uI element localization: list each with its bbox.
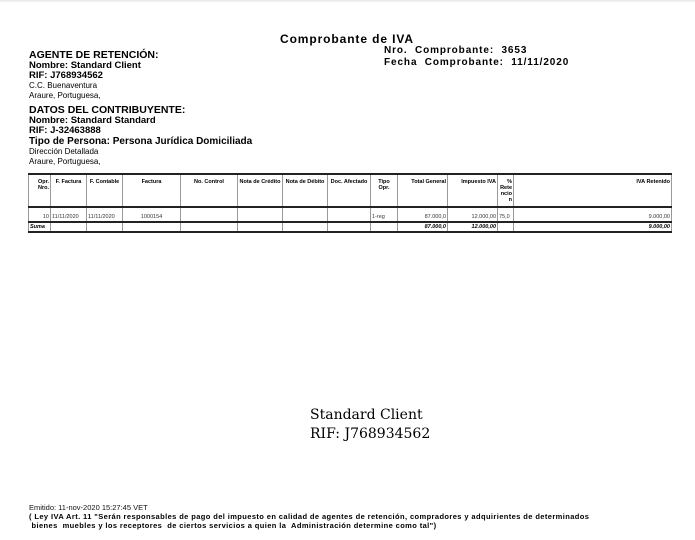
taxpayer-address-2: Araure, Portuguesa, — [29, 157, 101, 166]
cell-nota-credito — [238, 212, 283, 222]
sum-iva-retenido: 9.000,00 — [514, 222, 672, 232]
sum-impuesto-iva: 12.000,00 — [448, 222, 498, 232]
col-header-iva-retenido: IVA Retenido — [514, 174, 672, 207]
cell-pct-retencion: 75,0 — [498, 212, 514, 222]
page-top-shadow — [0, 0, 695, 3]
table-sum-row — [29, 222, 672, 232]
law-text-line-1: ( Ley IVA Art. 11 "Serán responsables de pago del impuesto en calidad de agentes de retención, compradores y adquirientes de determinados — [29, 512, 590, 521]
sum-label: Suma — [29, 222, 51, 232]
col-header-f-factura: F. Factura — [51, 174, 87, 207]
footer — [29, 503, 589, 530]
cell-tipo-opr: 1-reg — [371, 212, 398, 222]
cell-opr: 10 — [29, 212, 51, 222]
signature-block — [310, 406, 430, 444]
taxpayer-section — [29, 105, 252, 167]
col-header-impuesto-iva: Impuesto IVA — [448, 174, 498, 207]
voucher-number: Nro. Comprobante: 3653 — [384, 45, 528, 56]
table-header-row — [29, 174, 672, 207]
withholding-table — [28, 173, 672, 233]
table-row — [29, 212, 672, 222]
taxpayer-heading: DATOS DEL CONTRIBUYENTE: — [29, 104, 186, 116]
col-header-factura: Factura — [123, 174, 181, 207]
taxpayer-rif: RIF: J-32463888 — [29, 125, 101, 136]
col-header-nota-debito: Nota de Débito — [283, 174, 328, 207]
taxpayer-address-1: Dirección Detallada — [29, 147, 99, 156]
col-header-f-contable: F. Contable — [87, 174, 123, 207]
agent-heading: AGENTE DE RETENCIÓN: — [29, 49, 159, 61]
taxpayer-name: Nombre: Standard Standard — [29, 115, 156, 126]
cell-total-general: 87.000,0 — [398, 212, 448, 222]
signature-name: Standard Client — [310, 407, 423, 423]
cell-doc-afectado — [328, 212, 371, 222]
cell-iva-retenido: 9.000,00 — [514, 212, 672, 222]
col-header-nota-credito: Nota de Crédito — [238, 174, 283, 207]
document-title: Comprobante de IVA — [280, 32, 414, 46]
agent-rif: RIF: J768934562 — [29, 70, 103, 81]
sum-total-general: 87.000,0 — [398, 222, 448, 232]
col-header-doc-afectado: Doc. Afectado — [328, 174, 371, 207]
agent-address-1: C.C. Buenaventura — [29, 81, 98, 90]
cell-f-factura: 11/11/2020 — [51, 212, 87, 222]
cell-factura: 1000154 — [123, 212, 181, 222]
cell-f-contable: 11/11/2020 — [87, 212, 123, 222]
signature-rif: RIF: J768934562 — [310, 426, 431, 442]
agent-name: Nombre: Standard Client — [29, 60, 141, 71]
cell-impuesto-iva: 12.000,00 — [448, 212, 498, 222]
voucher-info — [384, 45, 569, 69]
issued-timestamp: Emitido: 11-nov-2020 15:27:45 VET — [29, 503, 148, 512]
withholding-agent-section — [29, 50, 159, 101]
col-header-pct-retencion: % Rete ncio n — [498, 174, 514, 207]
taxpayer-type: Tipo de Persona: Persona Jurídica Domiciliada — [29, 136, 253, 147]
cell-no-control — [181, 212, 238, 222]
col-header-total-general: Total General — [398, 174, 448, 207]
law-text-line-2: bienes muebles y los receptores de ciertos servicios a quien la Administración determine como tal") — [29, 521, 437, 530]
voucher-date: Fecha Comprobante: 11/11/2020 — [384, 57, 570, 68]
col-header-tipo-opr: Tipo Opr. — [371, 174, 398, 207]
col-header-opr: Opr. Nro. — [29, 174, 51, 207]
agent-address-2: Araure, Portuguesa, — [29, 91, 101, 100]
cell-nota-debito — [283, 212, 328, 222]
col-header-no-control: No. Control — [181, 174, 238, 207]
